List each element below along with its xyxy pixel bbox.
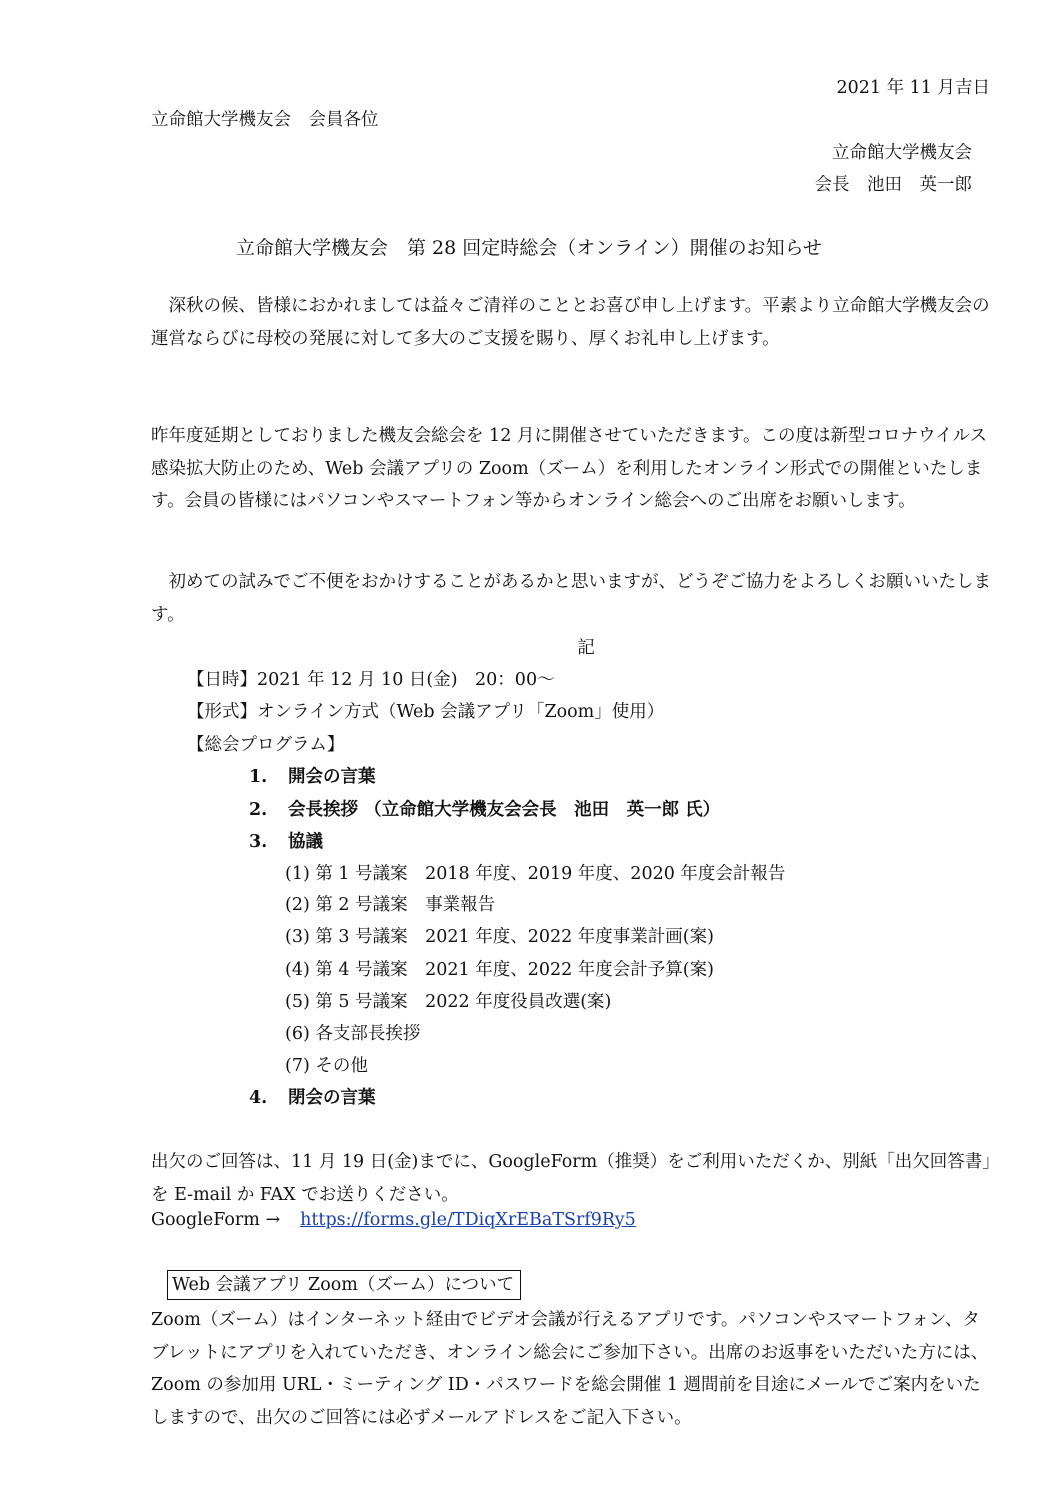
agenda-item: (6) 各支部長挨拶 — [285, 1024, 421, 1044]
program-item-text: 協議 — [288, 832, 323, 852]
program-item-text: 会長挨拶 （立命館大学機友会会長 池田 英一郎 氏） — [288, 800, 721, 820]
document-date: 2021 年 11 月吉日 — [836, 78, 990, 98]
zoom-paragraph: Zoom（ズーム）はインターネット経由でビデオ会議が行えるアプリです。パソコンやスマートフォン、タブレットにアプリを入れていただき、オンライン総会にご参加下さい。出席のお返事をいただいた方には、Zoom の参加用 URL・ミーティング ID・パスワードを総会開催 1 週間前を目途にメールでご案内をいたしますので、出欠のご回答には必ずメールアドレスをご記入下さい。 — [151, 1310, 989, 1428]
program-item-number: 3. — [249, 832, 268, 852]
program-item — [249, 763, 376, 788]
program-item — [249, 828, 323, 853]
request-paragraph: 初めての試みでご不便をおかけすることがあるかと思いますが、どうぞご協力をよろしくお願いいたします。 — [151, 572, 991, 625]
agenda-item: (3) 第 3 号議案 2021 年度、2022 年度事業計画(案) — [285, 927, 714, 947]
agenda-item: (2) 第 2 号議案 事業報告 — [285, 895, 496, 915]
format-line: 【形式】オンライン方式（Web 会議アプリ「Zoom」使用） — [187, 702, 665, 722]
announcement-paragraph: 昨年度延期としておりました機友会総会を 12 月に開催させていただきます。この度は新型コロナウイルス感染拡大防止のため、Web 会議アプリの Zoom（ズーム）を利用したオンライン形式での開催といたします。会員の皆様にはパソコンやスマートフォン等からオンライン総会へのご出席をお願いします。 — [151, 426, 987, 511]
program-item — [249, 796, 720, 821]
addressee: 立命館大学機友会 会員各位 — [151, 110, 379, 130]
googleform-line — [151, 1210, 636, 1230]
program-item-text: 閉会の言葉 — [288, 1088, 376, 1108]
ki-heading: 記 — [577, 638, 595, 658]
agenda-item: (7) その他 — [285, 1056, 368, 1076]
program-item-number: 2. — [249, 800, 268, 820]
agenda-item: (5) 第 5 号議案 2022 年度役員改選(案) — [285, 992, 612, 1012]
greeting-paragraph: 深秋の候、皆様におかれましては益々ご清祥のこととお喜び申し上げます。平素より立命館大学機友会の運営ならびに母校の発展に対して多大のご支援を賜り、厚くお礼申し上げます。 — [151, 296, 990, 349]
program-label: 【総会プログラム】 — [187, 735, 345, 755]
program-item-number: 4. — [249, 1088, 268, 1108]
googleform-label: GoogleForm → — [151, 1210, 281, 1230]
zoom-section-heading: Web 会議アプリ Zoom（ズーム）について — [167, 1270, 521, 1300]
agenda-item: (1) 第 1 号議案 2018 年度、2019 年度、2020 年度会計報告 — [285, 864, 786, 884]
sender-organization: 立命館大学機友会 — [832, 143, 972, 163]
datetime-line: 【日時】2021 年 12 月 10 日(金) 20：00～ — [187, 670, 555, 690]
document-title: 立命館大学機友会 第 28 回定時総会（オンライン）開催のお知らせ — [235, 237, 823, 259]
program-item — [249, 1084, 376, 1109]
reply-paragraph: 出欠のご回答は、11 月 19 日(金)までに、GoogleForm（推奨）をご利用いただくか、別紙「出欠回答書」を E-mail か FAX でお送りください。 — [151, 1152, 992, 1205]
program-item-number: 1. — [249, 767, 268, 787]
agenda-item: (4) 第 4 号議案 2021 年度、2022 年度会計予算(案) — [285, 960, 714, 980]
program-item-text: 開会の言葉 — [288, 767, 376, 787]
sender-name: 会長 池田 英一郎 — [814, 175, 972, 195]
googleform-link[interactable]: https://forms.gle/TDiqXrEBaTSrf9Ry5 — [300, 1210, 636, 1230]
